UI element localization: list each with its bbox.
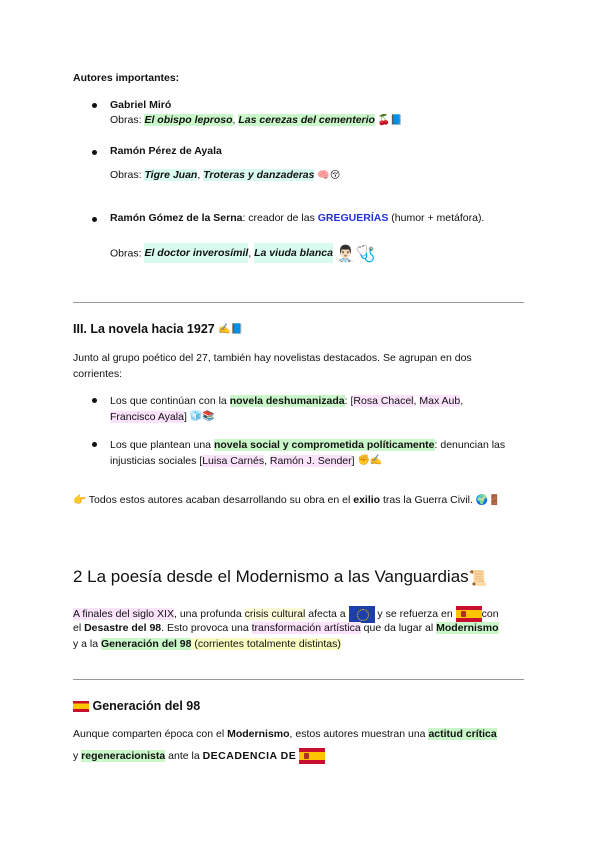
brain-face-icon: 🧠😚 bbox=[317, 169, 341, 181]
scroll-icon: 📜 bbox=[468, 568, 488, 587]
divider bbox=[73, 302, 524, 303]
fist-writing-icon: ✊✍️ bbox=[357, 455, 383, 467]
eu-flag-icon bbox=[349, 606, 375, 623]
obra-title: La viuda blanca bbox=[254, 243, 333, 263]
writing-book-icon: ✍️📘 bbox=[218, 324, 244, 336]
globe-door-icon: 🌍🚪 bbox=[475, 494, 501, 506]
obra-title: El doctor inverosímil bbox=[144, 243, 248, 263]
bullet bbox=[92, 103, 97, 108]
exilio-note: 👉 Todos estos autores acaban desarrollando su obra en el exilio tras la Guerra Civil. 🌍🚪 bbox=[73, 494, 501, 506]
obra-title: Troteras y danzaderas bbox=[203, 169, 315, 181]
obras-gomez: Obras: El doctor inverosímil, La viuda blanca 👨🏻‍⚕️🩺 bbox=[110, 244, 376, 263]
spain-flag-icon bbox=[299, 748, 325, 764]
ice-books-icon: 🧊📚 bbox=[189, 411, 215, 423]
poesia-heading: 2 La poesía desde el Modernismo a las Vanguardias📜 bbox=[73, 567, 488, 587]
spain-flag-icon bbox=[456, 606, 482, 622]
gen98-l1: Aunque comparten época con el Modernismo, estos autores muestran una actitud crítica bbox=[73, 728, 497, 740]
gen98-heading: Generación del 98 bbox=[73, 699, 200, 713]
bullet bbox=[92, 150, 97, 155]
novela-heading: III. La novela hacia 1927 ✍️📘 bbox=[73, 322, 244, 336]
author-gomez: Ramón Gómez de la Serna bbox=[110, 212, 243, 224]
author-miro: Gabriel Miró bbox=[110, 99, 172, 111]
doctor-stethoscope-icon: 👨🏻‍⚕️🩺 bbox=[335, 244, 376, 263]
bullet bbox=[92, 442, 97, 447]
author-gomez-line: Ramón Gómez de la Serna: creador de las GREGUERÍAS (humor + metáfora). bbox=[110, 212, 485, 224]
obra-title: Las cerezas del cementerio bbox=[238, 114, 375, 126]
novela-item-deshumanizada: Los que continúan con la novela deshumanizada: [Rosa Chacel, Max Aub, Francisco Ayala] 🧊📚 bbox=[110, 393, 530, 425]
novela-intro: Junto al grupo poético del 27, también hay novelistas destacados. Se agrupan en dos corrientes: bbox=[73, 352, 472, 380]
cherry-book-icon: 🍒📘 bbox=[377, 114, 403, 126]
poesia-p3: y a la Generación del 98 (corrientes totalmente distintas) bbox=[73, 638, 341, 650]
gen98-l2: y regeneracionista ante la DECADENCIA DE bbox=[73, 748, 325, 764]
obra-title: El obispo leproso bbox=[144, 114, 233, 126]
divider bbox=[73, 679, 524, 680]
greguerias: GREGUERÍAS bbox=[317, 212, 389, 224]
author-perez: Ramón Pérez de Ayala bbox=[110, 145, 222, 157]
obra-title: Tigre Juan bbox=[144, 169, 198, 181]
obras-perez: Obras: Tigre Juan, Troteras y danzaderas 🧠😚 bbox=[110, 169, 341, 181]
spain-flag-icon bbox=[73, 701, 89, 712]
poesia-p1: A finales del siglo XIX, una profunda crisis cultural afecta a y se refuerza en con bbox=[73, 605, 499, 623]
bullet bbox=[92, 217, 97, 222]
novela-item-social: Los que plantean una novela social y comprometida políticamente: denuncian las injusticias sociales [Luisa Carnés, Ramón J. Sender] ✊✍️ bbox=[110, 437, 530, 469]
obras-miro: Obras: El obispo leproso, Las cerezas del cementerio 🍒📘 bbox=[110, 114, 403, 126]
bullet bbox=[92, 398, 97, 403]
poesia-p2: el Desastre del 98. Esto provoca una transformación artística que da lugar al Modernismo bbox=[73, 622, 499, 634]
autores-heading: Autores importantes: bbox=[73, 72, 180, 84]
